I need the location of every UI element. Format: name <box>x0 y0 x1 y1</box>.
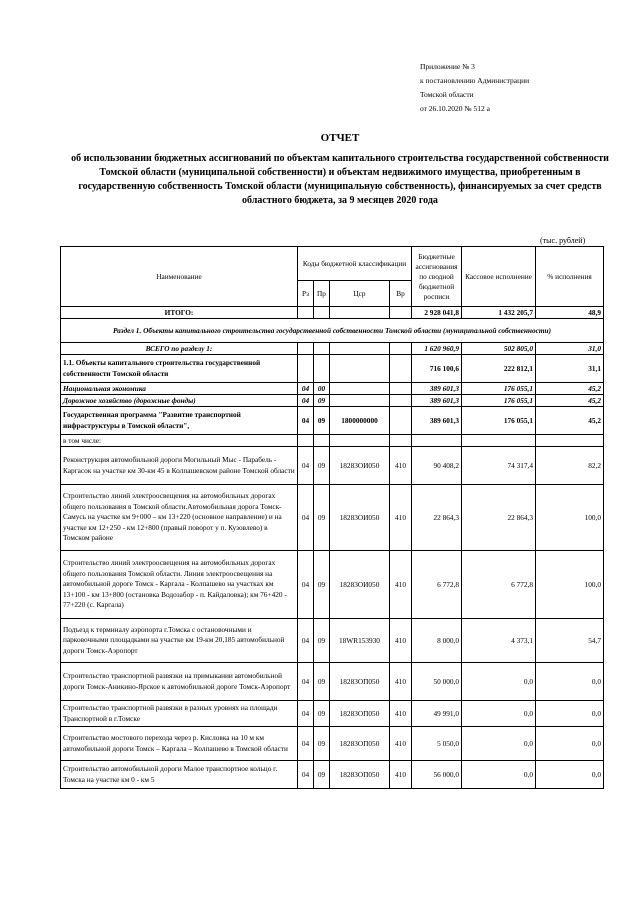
object-cash: 0,0 <box>462 701 536 727</box>
object-csr: 18283ОИ050 <box>330 485 390 551</box>
section-total-cash: 502 805,0 <box>462 343 536 355</box>
table-row <box>61 485 604 551</box>
object-csr: 18283ОП050 <box>330 727 390 761</box>
table-row <box>61 701 604 727</box>
object-cash: 0,0 <box>462 663 536 701</box>
object-vr: 410 <box>390 761 412 789</box>
object-name: Строительство линий электроосвещения на автомобильных дорогах общего пользования в Томской области.Автомобильная дорога Томск-Самусь на участке км 9+000 – км 13+220 (основное направление) и на участке км 12+250 - км 12+800 (правый поворот у п. Кузовлево) в Томском районе <box>61 485 298 551</box>
object-cash: 74 317,4 <box>462 447 536 485</box>
program-budget: 389 601,3 <box>412 407 462 435</box>
table-row <box>61 619 604 663</box>
object-percent: 0,0 <box>536 761 604 789</box>
section-total-name: ВСЕГО по разделу 1: <box>61 343 298 355</box>
report-subtitle: об использовании бюджетных ассигнований по объектам капитального строительства государственной собственности Томской области (муниципальной собственности) и объектам недвижимого имущества, приобретенным в государственную собственность Томской области (муниципальную собственность), финансируемых за счет средств областного бюджета, за 9 месяцев 2020 года <box>71 153 609 206</box>
roads-cash: 176 055,1 <box>462 395 536 407</box>
table-row <box>61 551 604 619</box>
roads-row <box>61 395 604 407</box>
including-row <box>61 435 604 447</box>
object-rz: 04 <box>298 727 314 761</box>
object-pr: 09 <box>314 761 330 789</box>
header-csr: Цср <box>330 281 390 307</box>
section-row <box>61 319 604 343</box>
object-name: Строительство транспортной развязки на примыкании автомобильной дороги Томск-Аникино-Ярское к автомобильной дороге Томск-Аэропорт <box>61 663 298 701</box>
header-budget: Бюджетные ассигнования по сводной бюджетной росписи <box>412 247 462 307</box>
table-row <box>61 761 604 789</box>
section-total-row <box>61 343 604 355</box>
object-percent: 0,0 <box>536 727 604 761</box>
object-cash: 0,0 <box>462 761 536 789</box>
object-budget: 8 000,0 <box>412 619 462 663</box>
appendix-line: к постановлению Администрации <box>420 76 530 85</box>
program-pr: 09 <box>314 407 330 435</box>
economy-cash: 176 055,1 <box>462 383 536 395</box>
object-percent: 100,0 <box>536 485 604 551</box>
economy-row <box>61 383 604 395</box>
total-percent: 48,9 <box>536 307 604 319</box>
object-rz: 04 <box>298 447 314 485</box>
object-cash: 0,0 <box>462 727 536 761</box>
object-budget: 22 864,3 <box>412 485 462 551</box>
objects-total-cash: 222 812,1 <box>462 355 536 383</box>
object-vr: 410 <box>390 727 412 761</box>
roads-budget: 389 601,3 <box>412 395 462 407</box>
units-label: (тыс. рублей) <box>540 236 586 245</box>
roads-rz: 04 <box>298 395 314 407</box>
economy-pr: 00 <box>314 383 330 395</box>
object-budget: 49 991,0 <box>412 701 462 727</box>
object-pr: 09 <box>314 551 330 619</box>
roads-percent: 45,2 <box>536 395 604 407</box>
object-csr: 18283ОП050 <box>330 701 390 727</box>
object-vr: 410 <box>390 663 412 701</box>
object-budget: 5 050,0 <box>412 727 462 761</box>
appendix-block <box>420 60 529 116</box>
objects-total-row <box>61 355 604 383</box>
program-row <box>61 407 604 435</box>
header-codes: Коды бюджетной классификации <box>298 247 412 281</box>
table-row <box>61 447 604 485</box>
object-budget: 6 772,8 <box>412 551 462 619</box>
appendix-line: Приложение № 3 <box>420 62 475 71</box>
economy-rz: 04 <box>298 383 314 395</box>
object-name: Строительство линий электроосвещения на автомобильных дорогах общего пользования Томской области. Линия электроосвещения на автомобильной дороге Томск - Каргала - Колпашево на участках км 13+100 - км 13+800 (остановка Водозабор - п. Кайдаловка); км 76+420 - 77+220 (с. Каргала) <box>61 551 298 619</box>
program-rz: 04 <box>298 407 314 435</box>
total-row <box>61 307 604 319</box>
appendix-line: Томской области <box>420 90 474 99</box>
header-vr: Вр <box>390 281 412 307</box>
objects-total-percent: 31,1 <box>536 355 604 383</box>
object-name: Подъезд к терминалу аэропорта г.Томска с остановочными и парковочными площадками на участке км 19-км 20,185 автомобильной дороги Томск-Аэропорт <box>61 619 298 663</box>
total-cash: 1 432 205,7 <box>462 307 536 319</box>
object-csr: 18283ОП050 <box>330 761 390 789</box>
including-label: в том числе: <box>61 435 298 447</box>
table-row <box>61 663 604 701</box>
total-budget: 2 928 041,8 <box>412 307 462 319</box>
object-name: Реконструкция автомобильной дороги Могильный Мыс - Парабель - Каргасок на участке км 30-км 45 в Колпашевском районе Томской области <box>61 447 298 485</box>
object-csr: 18WR153930 <box>330 619 390 663</box>
object-vr: 410 <box>390 447 412 485</box>
table-row <box>61 727 604 761</box>
roads-name: Дорожное хозяйство (дорожные фонды) <box>61 395 298 407</box>
object-csr: 18283ОИ050 <box>330 447 390 485</box>
economy-percent: 45,2 <box>536 383 604 395</box>
header-percent: % исполнения <box>536 247 604 307</box>
object-rz: 04 <box>298 663 314 701</box>
object-name: Строительство мостового перехода через р. Кисловка на 10 м км автомобильной дороги Томск – Каргала – Колпашево в Томской области <box>61 727 298 761</box>
header-name: Наименование <box>61 247 298 307</box>
object-vr: 410 <box>390 701 412 727</box>
object-vr: 410 <box>390 485 412 551</box>
object-csr: 18283ОП050 <box>330 663 390 701</box>
object-vr: 410 <box>390 619 412 663</box>
objects-total-budget: 716 100,6 <box>412 355 462 383</box>
object-pr: 09 <box>314 727 330 761</box>
report-title: ОТЧЕТ <box>320 132 360 144</box>
program-cash: 176 055,1 <box>462 407 536 435</box>
object-percent: 54,7 <box>536 619 604 663</box>
object-cash: 4 373,1 <box>462 619 536 663</box>
object-budget: 90 408,2 <box>412 447 462 485</box>
total-name: ИТОГО: <box>61 307 298 319</box>
objects-total-name: 1.1. Объекты капитального строительства государственной собственности Томской области <box>61 355 298 383</box>
object-pr: 09 <box>314 447 330 485</box>
object-percent: 100,0 <box>536 551 604 619</box>
object-budget: 50 000,0 <box>412 663 462 701</box>
object-pr: 09 <box>314 663 330 701</box>
object-rz: 04 <box>298 619 314 663</box>
object-pr: 09 <box>314 619 330 663</box>
economy-budget: 389 601,3 <box>412 383 462 395</box>
object-rz: 04 <box>298 701 314 727</box>
object-cash: 6 772,8 <box>462 551 536 619</box>
section-total-budget: 1 620 960,9 <box>412 343 462 355</box>
object-rz: 04 <box>298 551 314 619</box>
object-percent: 82,2 <box>536 447 604 485</box>
object-cash: 22 864,3 <box>462 485 536 551</box>
object-rz: 04 <box>298 761 314 789</box>
program-csr: 1800000000 <box>330 407 390 435</box>
object-percent: 0,0 <box>536 663 604 701</box>
object-name: Строительство автомобильной дороги Малое транспортное кольцо г. Томска на участке км 0 - км 5 <box>61 761 298 789</box>
section-title: Раздел 1. Объекты капитального строительства государственной собственности Томской области (муниципальной собственности) <box>61 319 604 343</box>
program-percent: 45,2 <box>536 407 604 435</box>
program-name: Государственная программа "Развитие транспортной инфраструктуры в Томской области", <box>61 407 298 435</box>
section-total-percent: 31,0 <box>536 343 604 355</box>
object-rz: 04 <box>298 485 314 551</box>
object-percent: 0,0 <box>536 701 604 727</box>
object-csr: 18283ОИ050 <box>330 551 390 619</box>
object-budget: 56 000,0 <box>412 761 462 789</box>
economy-name: Национальная экономика <box>61 383 298 395</box>
object-pr: 09 <box>314 485 330 551</box>
header-rz: Рз <box>298 281 314 307</box>
object-pr: 09 <box>314 701 330 727</box>
header-pr: Пр <box>314 281 330 307</box>
roads-pr: 09 <box>314 395 330 407</box>
object-name: Строительство транспортной развязки в разных уровнях на площади Транспортной в г.Томске <box>61 701 298 727</box>
report-table <box>60 246 604 789</box>
header-cash: Кассовое исполнение <box>462 247 536 307</box>
appendix-line: от 26.10.2020 № 512 а <box>420 104 490 113</box>
object-vr: 410 <box>390 551 412 619</box>
